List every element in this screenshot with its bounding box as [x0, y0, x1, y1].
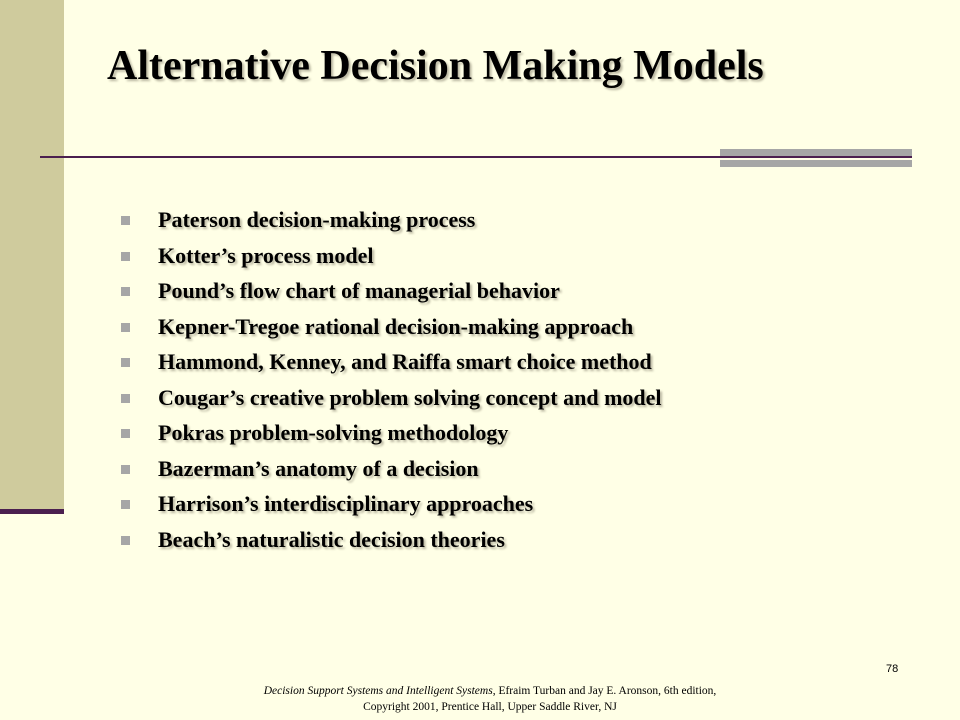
list-item-label: Kepner-Tregoe rational decision-making approach — [158, 313, 634, 339]
square-bullet-icon — [121, 323, 130, 332]
list-item-label: Paterson decision-making process — [158, 207, 476, 232]
square-bullet-icon — [121, 536, 130, 545]
list-item — [121, 489, 662, 525]
footer-book-title: Decision Support Systems and Intelligent Systems — [263, 685, 493, 697]
list-item — [121, 205, 662, 241]
list-item — [121, 312, 662, 348]
bullet-list — [121, 205, 662, 560]
list-item-label: Kotter’s process model — [158, 242, 374, 268]
square-bullet-icon — [121, 287, 130, 296]
list-item — [121, 383, 662, 419]
list-item-label: Cougar’s creative problem solving concept and model — [158, 384, 662, 410]
square-bullet-icon — [121, 465, 130, 474]
square-bullet-icon — [121, 358, 130, 367]
list-item — [121, 347, 662, 383]
title-divider-line — [40, 156, 912, 158]
slide-title: Alternative Decision Making Models — [107, 43, 764, 89]
list-item-label: Bazerman’s anatomy of a decision — [158, 455, 479, 481]
divider-accent-bottom — [720, 160, 912, 167]
left-bar-bottom-edge — [0, 509, 64, 514]
left-decorative-bar — [0, 0, 64, 512]
list-item — [121, 525, 662, 561]
footer-copyright: Copyright 2001, Prentice Hall, Upper Saddle River, NJ — [363, 701, 617, 713]
square-bullet-icon — [121, 252, 130, 261]
list-item-label: Pound’s flow chart of managerial behavior — [158, 278, 560, 303]
list-item-label: Beach’s naturalistic decision theories — [158, 526, 505, 552]
list-item-label: Harrison’s interdisciplinary approaches — [158, 491, 534, 516]
footer-line-1 — [180, 683, 800, 699]
square-bullet-icon — [121, 216, 130, 225]
list-item-label: Hammond, Kenney, and Raiffa smart choice method — [158, 349, 652, 374]
list-item — [121, 418, 662, 454]
square-bullet-icon — [121, 500, 130, 509]
square-bullet-icon — [121, 429, 130, 438]
list-item-label: Pokras problem-solving methodology — [158, 420, 509, 445]
list-item — [121, 241, 662, 277]
square-bullet-icon — [121, 394, 130, 403]
footer-citation — [180, 683, 800, 715]
page-number: 78 — [886, 663, 899, 675]
divider-accent-top — [720, 149, 912, 156]
footer-citation-text: , Efraim Turban and Jay E. Aronson, 6th edition, — [492, 685, 717, 697]
list-item — [121, 276, 662, 312]
list-item — [121, 454, 662, 490]
